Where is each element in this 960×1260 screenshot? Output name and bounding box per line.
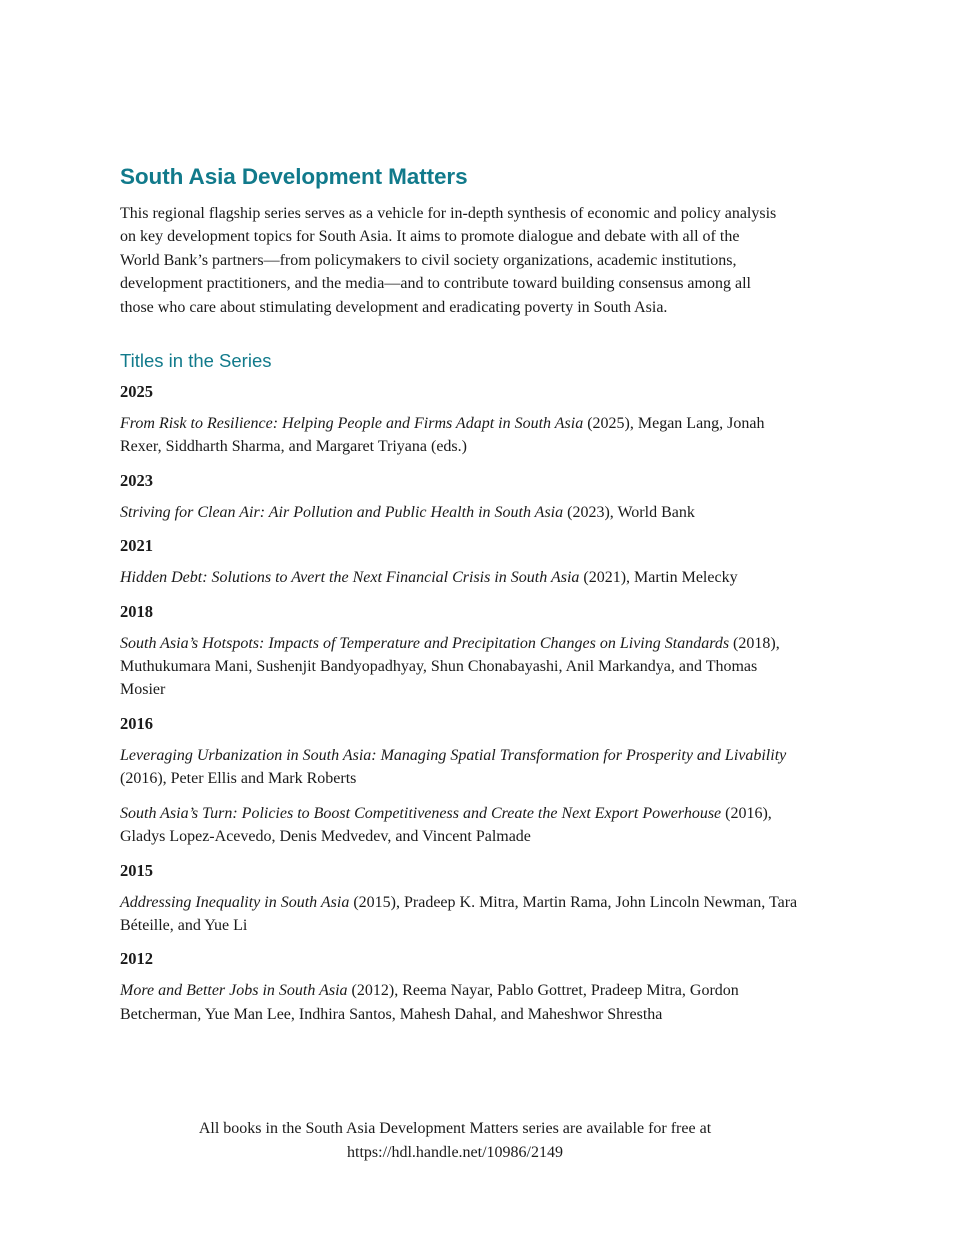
publication-title: South Asia’s Hotspots: Impacts of Temperature and Precipitation Changes on Living Standards (120, 634, 730, 652)
publication-title: Striving for Clean Air: Air Pollution and Public Health in South Asia (120, 503, 564, 521)
publication-details: (2023), World Bank (563, 503, 695, 521)
publication-details: (2015), Pradeep K. Mitra, Martin Rama, John Lincoln Newman, Tara Béteille, and Yue Li (120, 893, 798, 934)
publication-title: Hidden Debt: Solutions to Avert the Next Financial Crisis in South Asia (120, 569, 580, 587)
publication-entry (120, 979, 800, 1026)
publication-title: From Risk to Resilience: Helping People and Firms Adapt in South Asia (120, 415, 584, 433)
publication-title: Leveraging Urbanization in South Asia: Managing Spatial Transformation for Prosperity and Livability (120, 746, 787, 764)
year-group (120, 470, 800, 524)
publication-entry (120, 802, 800, 849)
titles-heading: Titles in the Series (120, 350, 272, 372)
publication-title: Addressing Inequality in South Asia (120, 893, 350, 911)
titles-list (120, 381, 800, 1026)
series-title: South Asia Development Matters (120, 164, 468, 189)
publication-entry (120, 632, 800, 702)
publication-title: South Asia’s Turn: Policies to Boost Competitiveness and Create the Next Export Powerhouse (120, 804, 722, 822)
year-group (120, 713, 800, 849)
year-group (120, 860, 800, 938)
publication-entry (120, 412, 800, 459)
year-heading: 2015 (120, 860, 153, 880)
page-content (120, 163, 800, 1037)
series-description: This regional flagship series serves as a vehicle for in-depth synthesis of economic and policy analysis on key development topics for South Asia. It aims to promote dialogue and debate with all of the World Bank’s partners—from policymakers to civil society organizations, academic institutions, development practitioners, and the media—and to contribute toward building consensus among all those who care about stimulating development and eradicating poverty in South Asia. (120, 205, 777, 316)
publication-entry (120, 744, 800, 791)
year-group (120, 381, 800, 459)
year-heading: 2018 (120, 601, 153, 621)
publication-details: (2018), Muthukumara Mani, Sushenjit Bandyopadhyay, Shun Chonabayashi, Anil Markandya, and Thomas Mosier (120, 634, 780, 699)
publication-entry (120, 891, 800, 938)
publication-details: (2012), Reema Nayar, Pablo Gottret, Pradeep Mitra, Gordon Betcherman, Yue Man Lee, Indhira Santos, Mahesh Dahal, and Maheshwor Shrestha (120, 982, 739, 1023)
publication-details: (2016), Gladys Lopez-Acevedo, Denis Medvedev, and Vincent Palmade (120, 804, 772, 846)
publication-details: (2021), Martin Melecky (579, 569, 738, 587)
year-group (120, 948, 800, 1026)
footer-note (120, 1117, 790, 1165)
publication-details: (2025), Megan Lang, Jonah Rexer, Siddharth Sharma, and Margaret Triyana (eds.) (120, 415, 765, 456)
publication-title: More and Better Jobs in South Asia (120, 982, 348, 1000)
footer-link[interactable]: https://hdl.handle.net/10986/2149 (347, 1144, 563, 1161)
publication-details: (2016), Peter Ellis and Mark Roberts (120, 770, 357, 788)
year-heading: 2021 (120, 536, 153, 556)
publication-entry (120, 501, 800, 524)
year-group (120, 535, 800, 589)
year-heading: 2016 (120, 713, 153, 733)
publication-entry (120, 566, 800, 589)
year-heading: 2025 (120, 382, 153, 402)
year-heading: 2012 (120, 949, 153, 969)
year-group (120, 601, 800, 702)
year-heading: 2023 (120, 470, 153, 490)
footer-text: All books in the South Asia Development Matters series are available for free at (198, 1120, 712, 1137)
